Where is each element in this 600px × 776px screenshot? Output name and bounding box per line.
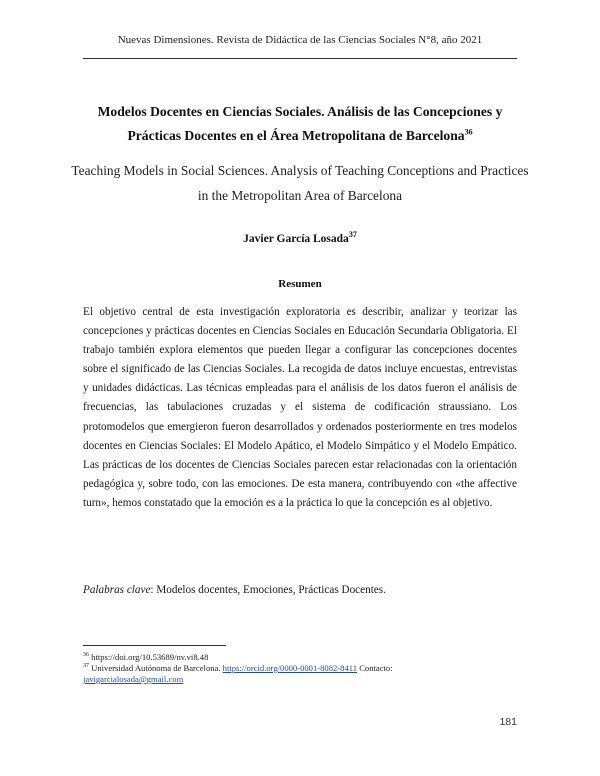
header-divider <box>83 58 517 59</box>
footnote-37-affiliation: Universidad Autónoma de Barcelona. <box>89 663 223 673</box>
keywords-label: Palabras clave <box>83 584 151 596</box>
author-name: Javier García Losada <box>243 233 349 245</box>
english-title: Teaching Models in Social Sciences. Analysis of Teaching Conceptions and Practices in the Metropolitan Area of Barcelona <box>71 163 529 203</box>
footnote-37-email-line <box>83 674 517 685</box>
author-footnote-ref[interactable]: 37 <box>348 230 357 240</box>
footnote-divider <box>83 645 226 646</box>
author-line <box>83 230 517 245</box>
orcid-link[interactable]: https://orcid.org/0000-0001-8082-8411 <box>222 663 358 673</box>
page-number: 181 <box>499 716 517 728</box>
running-header: Nuevas Dimensiones. Revista de Didáctica de las Ciencias Sociales N°8, año 2021 <box>117 34 483 46</box>
keywords-separator: : <box>150 584 154 596</box>
footnote-37-mark: 37 <box>83 663 89 670</box>
footnote-36-mark: 36 <box>83 652 89 659</box>
footnote-36-doi: https://doi.org/10.53689/nv.vi8.48 <box>89 652 209 662</box>
footnote-36 <box>83 652 517 663</box>
spanish-title-text: Modelos Docentes en Ciencias Sociales. Análisis de las Concepciones y Prácticas Docentes en el Área Metropolitana de Barcelona <box>97 104 503 143</box>
keywords-line <box>83 584 517 596</box>
email-link[interactable]: javigarcialosada@gmail.com <box>83 674 184 684</box>
abstract-heading: Resumen <box>278 278 322 290</box>
title-footnote-ref[interactable]: 36 <box>464 127 473 137</box>
abstract-body: El objetivo central de esta investigación exploratoria es describir, analizar y teorizar las concepciones y prácticas docentes en Ciencias Sociales en Educación Secundaria Obligatoria. El trabajo también explora elementos que pueden llegar a configurar las concepciones docentes sobre el significado de las Ciencias Sociales. La recogida de datos incluye encuestas, entrevistas y unidades didácticas. Las técnicas empleadas para el análisis de los datos fueron el análisis de frecuencias, las tabulaciones cruzadas y el sistema de codificación straussiano. Los protomodelos que emergieron fueron desarrollados y ordenados posteriormente en tres modelos docentes en Ciencias Sociales: El Modelo Apático, el Modelo Simpático y el Modelo Empático. Las prácticas de los docentes de Ciencias Sociales parecen estar relacionadas con la orientación pedagógica y, sobre todo, con las emociones. De esta manera, contribuyendo con «the affective turn», hemos constatado que la emoción es a la práctica lo que la concepción es al objetivo. <box>83 306 517 509</box>
spanish-title <box>83 100 517 148</box>
footnote-37 <box>83 663 517 674</box>
footnote-37-contact-label: Contacto: <box>357 663 393 673</box>
footnotes <box>83 652 517 685</box>
keywords-text: Modelos docentes, Emociones, Prácticas Docentes. <box>153 584 386 596</box>
